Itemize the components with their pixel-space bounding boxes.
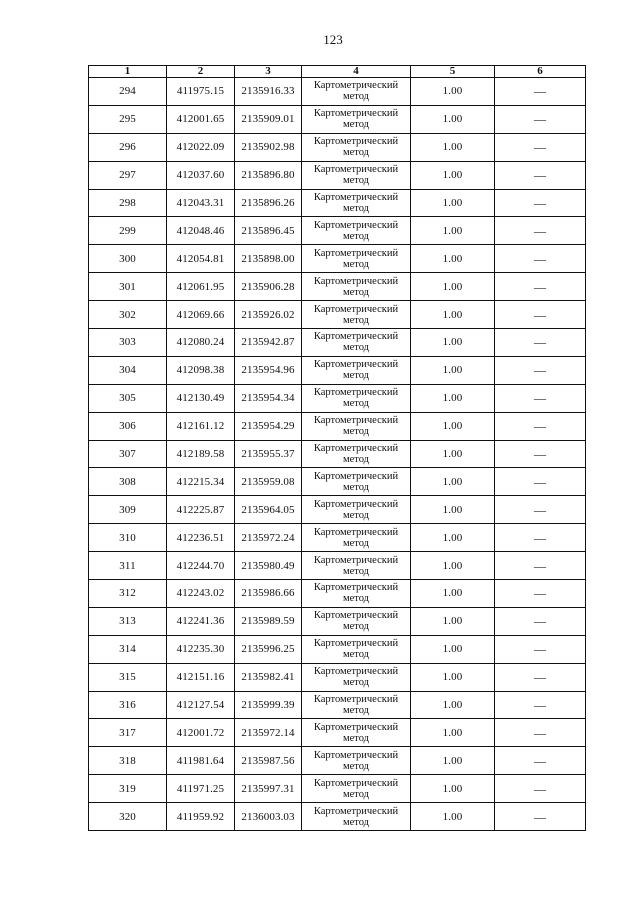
table-row bbox=[89, 747, 586, 775]
y-coordinate-cell: 2135989.59 bbox=[235, 607, 302, 635]
method-cell bbox=[302, 775, 411, 803]
table-row bbox=[89, 412, 586, 440]
point-number-cell: 320 bbox=[89, 803, 167, 831]
x-coordinate-cell: 412080.24 bbox=[167, 329, 235, 357]
point-number-cell: 294 bbox=[89, 78, 167, 106]
note-cell: — bbox=[495, 496, 586, 524]
accuracy-cell: 1.00 bbox=[411, 440, 495, 468]
method-cell bbox=[302, 133, 411, 161]
note-cell: — bbox=[495, 719, 586, 747]
accuracy-cell: 1.00 bbox=[411, 496, 495, 524]
method-text: Картометрический метод bbox=[313, 443, 399, 466]
accuracy-cell: 1.00 bbox=[411, 552, 495, 580]
method-cell bbox=[302, 301, 411, 329]
method-text: Картометрический метод bbox=[313, 164, 399, 187]
point-number-cell: 304 bbox=[89, 356, 167, 384]
y-coordinate-cell: 2135999.39 bbox=[235, 691, 302, 719]
method-text: Картометрический метод bbox=[313, 415, 399, 438]
accuracy-cell: 1.00 bbox=[411, 189, 495, 217]
table-row bbox=[89, 189, 586, 217]
note-cell: — bbox=[495, 607, 586, 635]
method-cell bbox=[302, 496, 411, 524]
note-cell: — bbox=[495, 552, 586, 580]
x-coordinate-cell: 411981.64 bbox=[167, 747, 235, 775]
table-row bbox=[89, 468, 586, 496]
table-row bbox=[89, 663, 586, 691]
y-coordinate-cell: 2135916.33 bbox=[235, 78, 302, 106]
table-row bbox=[89, 133, 586, 161]
table-row bbox=[89, 245, 586, 273]
table-row bbox=[89, 161, 586, 189]
note-cell: — bbox=[495, 217, 586, 245]
note-cell: — bbox=[495, 273, 586, 301]
y-coordinate-cell: 2135959.08 bbox=[235, 468, 302, 496]
method-text: Картометрический метод bbox=[313, 247, 399, 270]
method-cell bbox=[302, 273, 411, 301]
accuracy-cell: 1.00 bbox=[411, 663, 495, 691]
method-text: Картометрический метод bbox=[313, 582, 399, 605]
method-text: Картометрический метод bbox=[313, 331, 399, 354]
x-coordinate-cell: 412241.36 bbox=[167, 607, 235, 635]
table-row bbox=[89, 607, 586, 635]
accuracy-cell: 1.00 bbox=[411, 691, 495, 719]
table-row bbox=[89, 552, 586, 580]
method-text: Картометрический метод bbox=[313, 638, 399, 661]
point-number-cell: 308 bbox=[89, 468, 167, 496]
note-cell: — bbox=[495, 133, 586, 161]
x-coordinate-cell: 412098.38 bbox=[167, 356, 235, 384]
method-text: Картометрический метод bbox=[313, 694, 399, 717]
x-coordinate-cell: 412236.51 bbox=[167, 524, 235, 552]
y-coordinate-cell: 2135972.24 bbox=[235, 524, 302, 552]
accuracy-cell: 1.00 bbox=[411, 607, 495, 635]
note-cell: — bbox=[495, 524, 586, 552]
x-coordinate-cell: 411975.15 bbox=[167, 78, 235, 106]
note-cell: — bbox=[495, 663, 586, 691]
y-coordinate-cell: 2135954.96 bbox=[235, 356, 302, 384]
accuracy-cell: 1.00 bbox=[411, 747, 495, 775]
point-number-cell: 318 bbox=[89, 747, 167, 775]
y-coordinate-cell: 2135955.37 bbox=[235, 440, 302, 468]
x-coordinate-cell: 412235.30 bbox=[167, 635, 235, 663]
y-coordinate-cell: 2136003.03 bbox=[235, 803, 302, 831]
note-cell: — bbox=[495, 580, 586, 608]
method-cell bbox=[302, 580, 411, 608]
table-body bbox=[89, 78, 586, 831]
x-coordinate-cell: 411959.92 bbox=[167, 803, 235, 831]
accuracy-cell: 1.00 bbox=[411, 356, 495, 384]
column-header-3: 3 bbox=[235, 66, 302, 78]
note-cell: — bbox=[495, 245, 586, 273]
method-text: Картометрический метод bbox=[313, 777, 399, 800]
method-cell bbox=[302, 607, 411, 635]
note-cell: — bbox=[495, 329, 586, 357]
note-cell: — bbox=[495, 691, 586, 719]
method-text: Картометрический метод bbox=[313, 303, 399, 326]
table-row bbox=[89, 580, 586, 608]
accuracy-cell: 1.00 bbox=[411, 161, 495, 189]
point-number-cell: 305 bbox=[89, 384, 167, 412]
table-row bbox=[89, 496, 586, 524]
method-cell bbox=[302, 105, 411, 133]
method-text: Картометрический метод bbox=[313, 749, 399, 772]
table-row bbox=[89, 273, 586, 301]
accuracy-cell: 1.00 bbox=[411, 329, 495, 357]
table-row bbox=[89, 329, 586, 357]
method-cell bbox=[302, 440, 411, 468]
method-cell bbox=[302, 552, 411, 580]
x-coordinate-cell: 412151.16 bbox=[167, 663, 235, 691]
column-header-2: 2 bbox=[167, 66, 235, 78]
point-number-cell: 295 bbox=[89, 105, 167, 133]
note-cell: — bbox=[495, 356, 586, 384]
note-cell: — bbox=[495, 78, 586, 106]
note-cell: — bbox=[495, 635, 586, 663]
table-row bbox=[89, 635, 586, 663]
method-text: Картометрический метод bbox=[313, 219, 399, 242]
table-row bbox=[89, 384, 586, 412]
table-row bbox=[89, 719, 586, 747]
x-coordinate-cell: 411971.25 bbox=[167, 775, 235, 803]
accuracy-cell: 1.00 bbox=[411, 217, 495, 245]
x-coordinate-cell: 412189.58 bbox=[167, 440, 235, 468]
x-coordinate-cell: 412022.09 bbox=[167, 133, 235, 161]
accuracy-cell: 1.00 bbox=[411, 719, 495, 747]
accuracy-cell: 1.00 bbox=[411, 412, 495, 440]
method-text: Картометрический метод bbox=[313, 554, 399, 577]
table-row bbox=[89, 803, 586, 831]
note-cell: — bbox=[495, 189, 586, 217]
y-coordinate-cell: 2135896.26 bbox=[235, 189, 302, 217]
accuracy-cell: 1.00 bbox=[411, 133, 495, 161]
method-text: Картометрический метод bbox=[313, 666, 399, 689]
point-number-cell: 319 bbox=[89, 775, 167, 803]
y-coordinate-cell: 2135980.49 bbox=[235, 552, 302, 580]
header-row bbox=[89, 66, 586, 78]
page-number: 123 bbox=[323, 32, 343, 47]
accuracy-cell: 1.00 bbox=[411, 301, 495, 329]
note-cell: — bbox=[495, 301, 586, 329]
note-cell: — bbox=[495, 161, 586, 189]
x-coordinate-cell: 412054.81 bbox=[167, 245, 235, 273]
y-coordinate-cell: 2135902.98 bbox=[235, 133, 302, 161]
point-number-cell: 297 bbox=[89, 161, 167, 189]
note-cell: — bbox=[495, 747, 586, 775]
method-text: Картометрический метод bbox=[313, 275, 399, 298]
note-cell: — bbox=[495, 384, 586, 412]
table-header bbox=[89, 66, 586, 78]
method-cell bbox=[302, 217, 411, 245]
y-coordinate-cell: 2135896.45 bbox=[235, 217, 302, 245]
x-coordinate-cell: 412001.72 bbox=[167, 719, 235, 747]
method-cell bbox=[302, 384, 411, 412]
method-cell bbox=[302, 356, 411, 384]
y-coordinate-cell: 2135987.56 bbox=[235, 747, 302, 775]
x-coordinate-cell: 412130.49 bbox=[167, 384, 235, 412]
x-coordinate-cell: 412001.65 bbox=[167, 105, 235, 133]
table-row bbox=[89, 775, 586, 803]
point-number-cell: 309 bbox=[89, 496, 167, 524]
note-cell: — bbox=[495, 803, 586, 831]
method-text: Картометрический метод bbox=[313, 136, 399, 159]
method-cell bbox=[302, 329, 411, 357]
column-header-1: 1 bbox=[89, 66, 167, 78]
method-cell bbox=[302, 524, 411, 552]
table-row bbox=[89, 524, 586, 552]
method-text: Картометрический метод bbox=[313, 470, 399, 493]
point-number-cell: 312 bbox=[89, 580, 167, 608]
table-row bbox=[89, 78, 586, 106]
x-coordinate-cell: 412037.60 bbox=[167, 161, 235, 189]
x-coordinate-cell: 412243.02 bbox=[167, 580, 235, 608]
method-text: Картометрический метод bbox=[313, 359, 399, 382]
point-number-cell: 310 bbox=[89, 524, 167, 552]
point-number-cell: 314 bbox=[89, 635, 167, 663]
point-number-cell: 301 bbox=[89, 273, 167, 301]
x-coordinate-cell: 412061.95 bbox=[167, 273, 235, 301]
y-coordinate-cell: 2135997.31 bbox=[235, 775, 302, 803]
method-cell bbox=[302, 412, 411, 440]
accuracy-cell: 1.00 bbox=[411, 524, 495, 552]
table-row bbox=[89, 440, 586, 468]
x-coordinate-cell: 412161.12 bbox=[167, 412, 235, 440]
accuracy-cell: 1.00 bbox=[411, 468, 495, 496]
y-coordinate-cell: 2135896.80 bbox=[235, 161, 302, 189]
note-cell: — bbox=[495, 440, 586, 468]
x-coordinate-cell: 412048.46 bbox=[167, 217, 235, 245]
method-text: Картометрический метод bbox=[313, 498, 399, 521]
point-number-cell: 298 bbox=[89, 189, 167, 217]
method-cell bbox=[302, 161, 411, 189]
column-header-5: 5 bbox=[411, 66, 495, 78]
point-number-cell: 299 bbox=[89, 217, 167, 245]
method-text: Картометрический метод bbox=[313, 192, 399, 214]
x-coordinate-cell: 412069.66 bbox=[167, 301, 235, 329]
y-coordinate-cell: 2135954.29 bbox=[235, 412, 302, 440]
y-coordinate-cell: 2135986.66 bbox=[235, 580, 302, 608]
accuracy-cell: 1.00 bbox=[411, 78, 495, 106]
x-coordinate-cell: 412244.70 bbox=[167, 552, 235, 580]
table-row bbox=[89, 301, 586, 329]
point-number-cell: 296 bbox=[89, 133, 167, 161]
method-cell bbox=[302, 691, 411, 719]
method-cell bbox=[302, 663, 411, 691]
y-coordinate-cell: 2135972.14 bbox=[235, 719, 302, 747]
point-number-cell: 300 bbox=[89, 245, 167, 273]
method-text: Картометрический метод bbox=[313, 526, 399, 549]
x-coordinate-cell: 412127.54 bbox=[167, 691, 235, 719]
note-cell: — bbox=[495, 412, 586, 440]
accuracy-cell: 1.00 bbox=[411, 775, 495, 803]
note-cell: — bbox=[495, 775, 586, 803]
y-coordinate-cell: 2135898.00 bbox=[235, 245, 302, 273]
method-cell bbox=[302, 189, 411, 217]
method-cell bbox=[302, 245, 411, 273]
point-number-cell: 317 bbox=[89, 719, 167, 747]
point-number-cell: 302 bbox=[89, 301, 167, 329]
method-text: Картометрический метод bbox=[313, 610, 399, 633]
y-coordinate-cell: 2135996.25 bbox=[235, 635, 302, 663]
method-text: Картометрический метод bbox=[313, 805, 399, 828]
y-coordinate-cell: 2135964.05 bbox=[235, 496, 302, 524]
table-row bbox=[89, 356, 586, 384]
method-text: Картометрический метод bbox=[313, 387, 399, 410]
table-row bbox=[89, 105, 586, 133]
method-cell bbox=[302, 468, 411, 496]
point-number-cell: 315 bbox=[89, 663, 167, 691]
y-coordinate-cell: 2135909.01 bbox=[235, 105, 302, 133]
y-coordinate-cell: 2135926.02 bbox=[235, 301, 302, 329]
x-coordinate-cell: 412215.34 bbox=[167, 468, 235, 496]
x-coordinate-cell: 412225.87 bbox=[167, 496, 235, 524]
method-cell bbox=[302, 719, 411, 747]
note-cell: — bbox=[495, 468, 586, 496]
accuracy-cell: 1.00 bbox=[411, 803, 495, 831]
point-number-cell: 313 bbox=[89, 607, 167, 635]
method-text: Картометрический метод bbox=[313, 108, 399, 131]
method-cell bbox=[302, 78, 411, 106]
accuracy-cell: 1.00 bbox=[411, 105, 495, 133]
accuracy-cell: 1.00 bbox=[411, 580, 495, 608]
method-cell bbox=[302, 635, 411, 663]
method-text: Картометрический метод bbox=[313, 80, 399, 103]
accuracy-cell: 1.00 bbox=[411, 635, 495, 663]
note-cell: — bbox=[495, 105, 586, 133]
point-number-cell: 316 bbox=[89, 691, 167, 719]
accuracy-cell: 1.00 bbox=[411, 384, 495, 412]
y-coordinate-cell: 2135906.28 bbox=[235, 273, 302, 301]
x-coordinate-cell: 412043.31 bbox=[167, 189, 235, 217]
point-number-cell: 306 bbox=[89, 412, 167, 440]
table-row bbox=[89, 217, 586, 245]
method-cell bbox=[302, 803, 411, 831]
accuracy-cell: 1.00 bbox=[411, 273, 495, 301]
accuracy-cell: 1.00 bbox=[411, 245, 495, 273]
table-row bbox=[89, 691, 586, 719]
method-text: Картометрический метод bbox=[313, 721, 399, 744]
coordinates-table bbox=[88, 65, 586, 831]
method-cell bbox=[302, 747, 411, 775]
point-number-cell: 303 bbox=[89, 329, 167, 357]
column-header-4: 4 bbox=[302, 66, 411, 78]
column-header-6: 6 bbox=[495, 66, 586, 78]
y-coordinate-cell: 2135942.87 bbox=[235, 329, 302, 357]
point-number-cell: 307 bbox=[89, 440, 167, 468]
point-number-cell: 311 bbox=[89, 552, 167, 580]
y-coordinate-cell: 2135954.34 bbox=[235, 384, 302, 412]
y-coordinate-cell: 2135982.41 bbox=[235, 663, 302, 691]
